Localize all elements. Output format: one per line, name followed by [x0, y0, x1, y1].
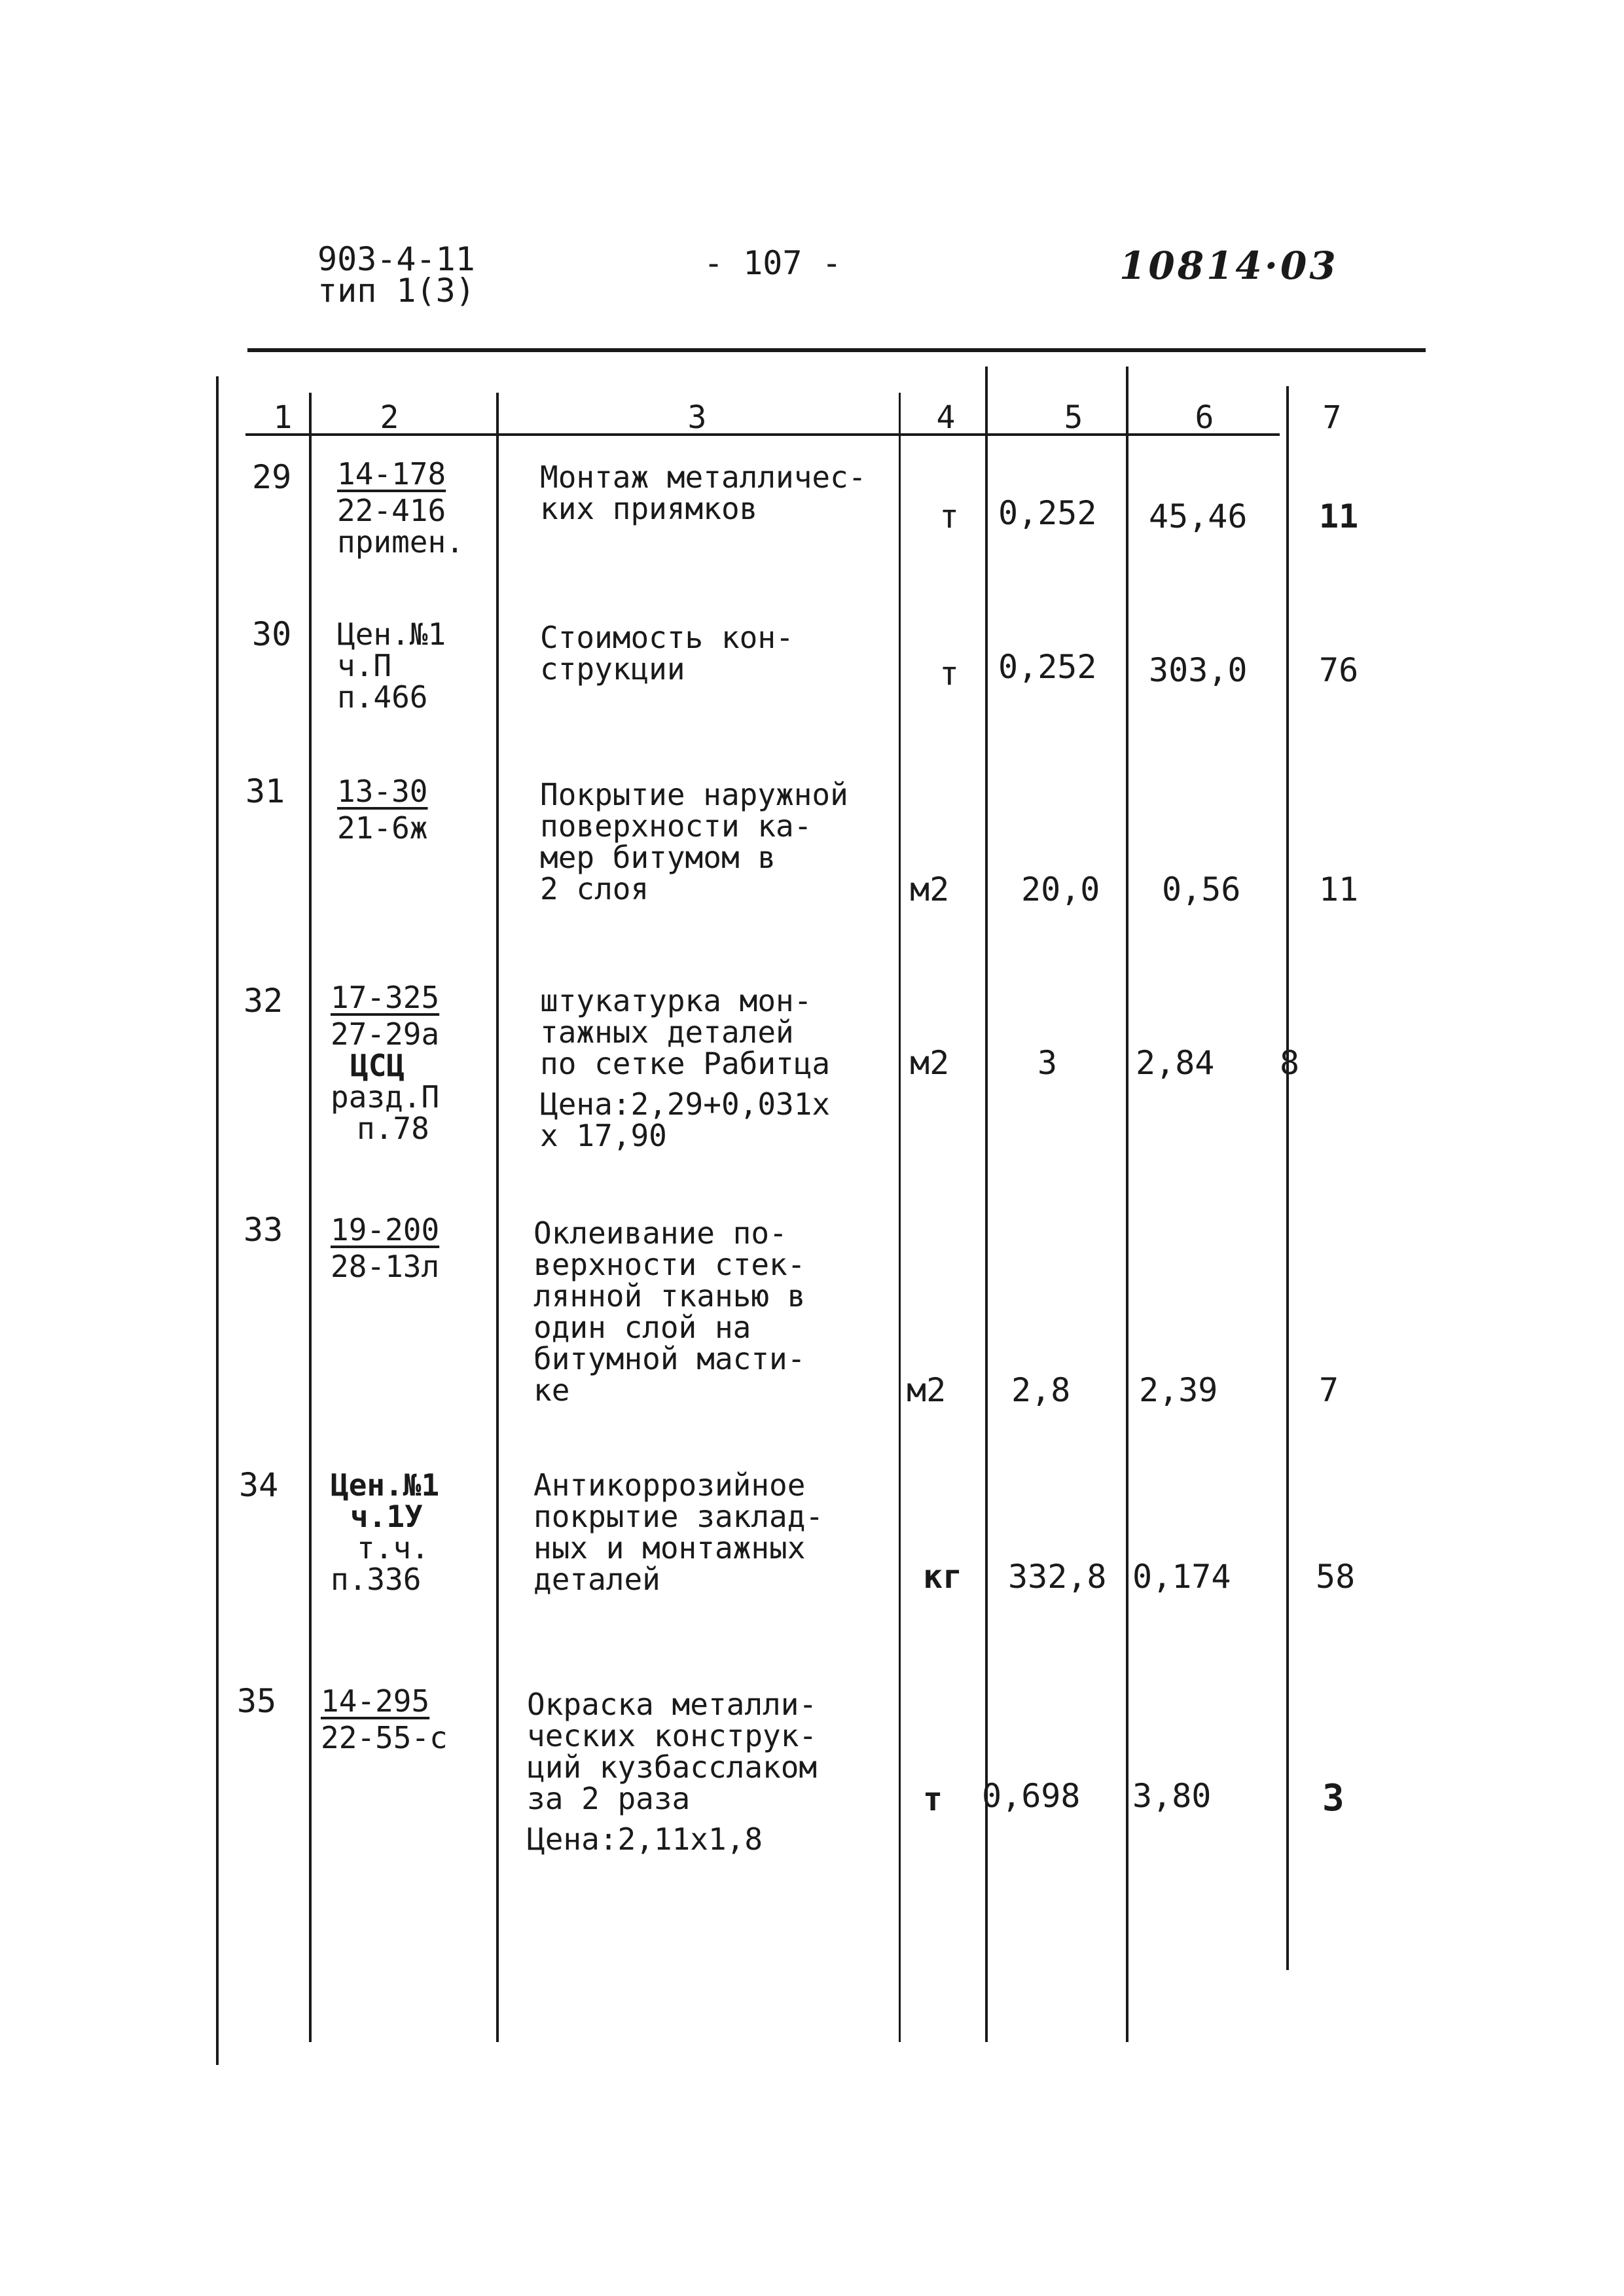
desc-line: Монтаж металличес- [540, 459, 867, 495]
row-number: 31 [245, 772, 285, 810]
desc-line: мер битумом в [540, 840, 776, 875]
desc-line: верхности стек- [533, 1247, 806, 1282]
document-type: тип 1(3) [317, 272, 475, 310]
row-unit-price: 2,84 [1136, 1044, 1215, 1082]
row-reference [337, 619, 446, 713]
desc-line: Покрытие наружной [540, 777, 848, 812]
colnum-2: 2 [380, 399, 399, 436]
row-unit: т [923, 1780, 943, 1818]
row-quantity: 332,8 [1008, 1558, 1107, 1596]
row-unit-price: 3,80 [1132, 1777, 1212, 1815]
row-total: 58 [1316, 1558, 1356, 1596]
colnum-1: 1 [273, 399, 293, 436]
row-total: 8 [1280, 1044, 1300, 1082]
row-quantity: 0,252 [998, 648, 1097, 686]
colnum-6: 6 [1195, 399, 1214, 436]
row-unit: кг [923, 1558, 963, 1596]
ref-line: 27-29а [331, 1016, 440, 1052]
ref-line: п.78 [357, 1111, 429, 1146]
desc-line: 2 слоя [540, 871, 649, 906]
desc-line: Стоимость кон- [540, 620, 794, 655]
desc-line: Антикоррозийное [533, 1467, 806, 1503]
desc-line: Оклеивание по- [533, 1215, 787, 1251]
ref-line: п.336 [331, 1562, 422, 1597]
col-divider-6 [1286, 386, 1289, 1970]
row-number: 32 [244, 982, 283, 1020]
col-divider-1 [309, 393, 312, 2042]
row-unit-price: 45,46 [1149, 497, 1248, 535]
ref-line: ч.П [337, 648, 392, 683]
desc-line: ких приямков [540, 491, 758, 526]
ref-line: 28-13л [331, 1249, 440, 1284]
row-number: 29 [252, 458, 292, 496]
desc-line: поверхности ка- [540, 808, 812, 844]
ref-line: 22-55-с [321, 1720, 448, 1755]
row-total: 11 [1319, 870, 1359, 908]
desc-line: битумной масти- [533, 1341, 806, 1376]
desc-line: ке [533, 1372, 570, 1408]
row-quantity: 2,8 [1011, 1371, 1071, 1409]
col-divider-2 [496, 393, 499, 2042]
desc-line: один слой на [533, 1310, 751, 1345]
table-top-rule [247, 348, 1426, 352]
desc-line: лянной тканью в [533, 1278, 806, 1314]
desc-line: тажных деталей [540, 1014, 794, 1050]
row-total: 3 [1322, 1777, 1344, 1820]
row-quantity: 20,0 [1021, 870, 1100, 908]
desc-line: деталей [533, 1562, 660, 1597]
row-description [540, 461, 867, 524]
desc-line: Цена:2,29+0,031х [540, 1086, 831, 1122]
row-unit-price: 0,174 [1132, 1558, 1231, 1596]
row-quantity: 0,252 [998, 494, 1097, 532]
desc-line: ций кузбасслаком [527, 1749, 818, 1785]
desc-line: покрытие заклад- [533, 1499, 824, 1534]
ref-line: 21-6ж [337, 810, 428, 846]
ref-line: п.466 [337, 679, 428, 715]
desc-line: х 17,90 [540, 1118, 667, 1153]
row-description [533, 1469, 823, 1595]
ref-line: 17-325 [331, 980, 440, 1015]
table-left-border [216, 376, 219, 2065]
desc-line: штукатурка мон- [540, 983, 812, 1018]
row-unit: м2 [910, 1044, 950, 1082]
ref-line: ч.1У [350, 1499, 423, 1534]
row-reference [337, 458, 464, 558]
colnum-3: 3 [687, 399, 707, 436]
row-number: 33 [244, 1211, 283, 1249]
ref-line: 14-295 [321, 1683, 430, 1719]
desc-line: по сетке Рабитца [540, 1046, 831, 1081]
row-unit: м2 [907, 1371, 947, 1409]
desc-line: Окраска металли- [527, 1687, 818, 1722]
row-unit-price: 303,0 [1149, 651, 1248, 689]
row-total: 11 [1319, 497, 1359, 535]
ref-line: разд.П [331, 1079, 440, 1115]
ref-line: ЦСЦ [350, 1048, 405, 1083]
ref-line: 22-416 [337, 493, 446, 528]
row-description [533, 1217, 805, 1406]
desc-line: ных и монтажных [533, 1530, 806, 1566]
row-unit-price: 2,39 [1139, 1371, 1218, 1409]
row-total: 7 [1319, 1371, 1339, 1409]
row-description [540, 779, 848, 905]
row-unit-price: 0,56 [1162, 870, 1241, 908]
desc-line: Цена:2,11х1,8 [527, 1821, 763, 1857]
row-total: 76 [1319, 651, 1359, 689]
row-reference [337, 776, 427, 844]
document-code: 903-4-11 [317, 240, 475, 278]
ref-line: 14-178 [337, 456, 446, 492]
col-divider-3 [899, 393, 901, 2042]
row-description [540, 985, 830, 1151]
row-description [527, 1689, 817, 1855]
desc-line: за 2 раза [527, 1781, 691, 1816]
row-reference [331, 1214, 439, 1282]
row-unit: т [939, 497, 960, 535]
registration-stamp: 10814·03 [1119, 243, 1339, 288]
ref-line: приmен. [337, 524, 464, 560]
row-reference [321, 1685, 448, 1753]
ref-line: Цен.№1 [331, 1467, 440, 1503]
row-quantity: 3 [1038, 1044, 1058, 1082]
row-reference [331, 1469, 439, 1595]
row-number: 30 [252, 615, 292, 653]
page-number: - 107 - [704, 244, 842, 282]
ref-line: т.ч. [357, 1530, 429, 1566]
colnum-7: 7 [1322, 399, 1342, 436]
colnum-5: 5 [1064, 399, 1083, 436]
ref-line: 19-200 [331, 1212, 440, 1247]
col-divider-5 [1126, 367, 1128, 2042]
row-number: 35 [237, 1682, 277, 1720]
ref-line: Цен.№1 [337, 617, 446, 652]
colnum-4: 4 [936, 399, 956, 436]
row-number: 34 [239, 1466, 279, 1504]
row-unit: м2 [910, 870, 950, 908]
row-unit: т [939, 655, 960, 692]
row-description [540, 622, 794, 685]
desc-line: струкции [540, 651, 685, 687]
ref-line: 13-30 [337, 774, 428, 809]
row-quantity: 0,698 [982, 1777, 1081, 1815]
desc-line: ческих конструк- [527, 1718, 818, 1753]
row-reference [331, 982, 439, 1144]
